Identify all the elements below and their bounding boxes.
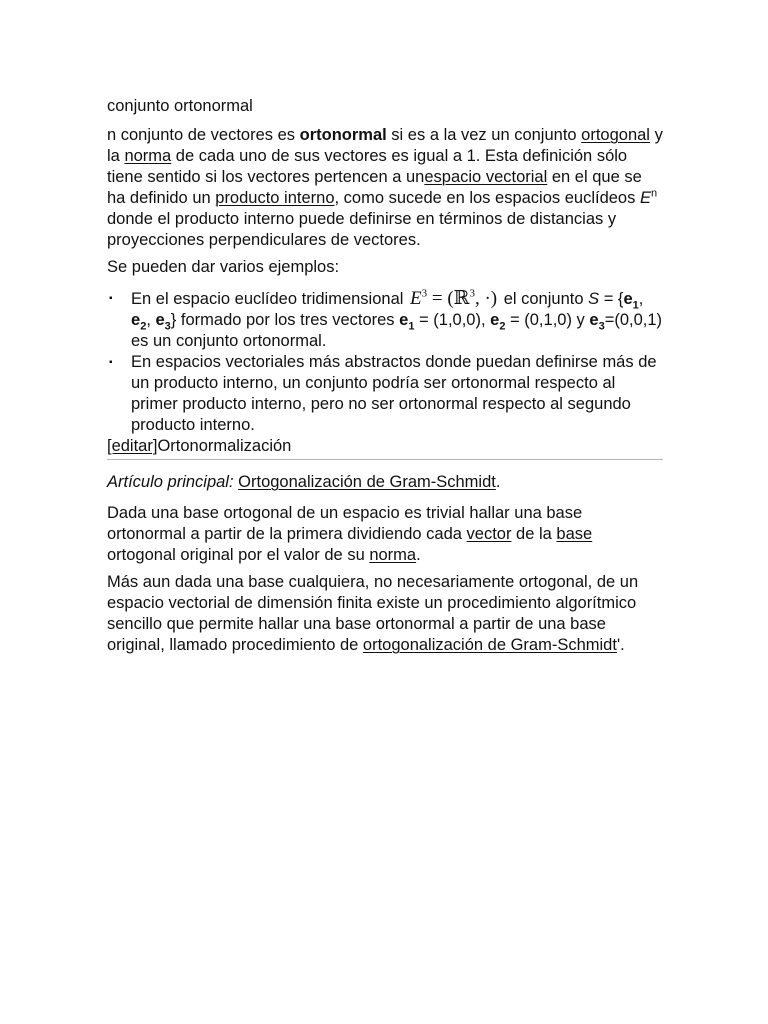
link-producto-interno[interactable]: producto interno <box>215 189 335 207</box>
page-title: conjunto ortonormal <box>107 97 253 115</box>
edit-section-link[interactable]: [editar] <box>107 437 158 455</box>
article-body <box>107 96 663 662</box>
section-heading-ortonormalizacion <box>107 436 663 460</box>
link-ortogonal[interactable]: ortogonal <box>581 126 650 144</box>
examples-list <box>107 288 663 436</box>
list-item: ▪ En espacios vectoriales más abstractos donde puedan definirse más de un producto interno, un conjunto podría ser ortonormal respecto al primer producto interno, pero no ser ortonormal respecto al segundo producto interno. <box>107 352 663 436</box>
euclidean-space-exponent: n <box>650 187 658 200</box>
link-base[interactable]: base <box>556 525 593 543</box>
link-gram-schmidt-main[interactable]: Ortogonalización de Gram-Schmidt <box>238 473 496 491</box>
ortonormal-bold: ortonormal <box>299 126 387 144</box>
euclidean-3d-formula: $E^3$ = (ℝ$^3$, ·) <box>410 287 498 309</box>
intro-paragraph: n conjunto de vectores es ortonormal si es a la vez un conjunto ortogonal y la norma de cada uno de sus vectores es igual a 1. Esta definición sólo tiene sentido si los vectores pertencen a unespacio vectorial en el que se ha definido un producto interno, como sucede en los espacios euclídeos $E^n$ donde el producto interno puede definirse en términos de distancias y proyecciones perpendiculares de vectores. <box>107 126 663 249</box>
link-norma[interactable]: norma <box>124 147 172 165</box>
link-espacio-vectorial[interactable]: espacio vectorial <box>424 168 548 186</box>
main-article-note: Artículo principal: Ortogonalización de Gram-Schmidt. <box>107 473 501 491</box>
paragraph-orthogonal-base: Dada una base ortogonal de un espacio es trivial hallar una base ortonormal a partir de la primera dividiendo cada vector de la base ortogonal original por el valor de su norma. <box>107 504 593 564</box>
euclidean-space-symbol: E <box>639 189 651 207</box>
list-item: ▪ En el espacio euclídeo tridimensional $E^3$ = (ℝ$^3$, ·) el conjunto $S = \{e_1$, $e_2$, $e_3$} formado por los tres vectores $e_1 = (1,0,0)$, $e_2 = (0,1,0)$ y $e_3=(0,0,1)$ es un conjunto ortonormal. <box>107 288 663 352</box>
examples-intro: Se pueden dar varios ejemplos: <box>107 258 340 276</box>
link-norma-2[interactable]: norma <box>369 546 417 564</box>
link-gram-schmidt[interactable]: ortogonalización de Gram-Schmidt <box>362 636 617 654</box>
paragraph-gram-schmidt: Más aun dada una base cualquiera, no necesariamente ortogonal, de un espacio vectorial de dimensión finita existe un procedimiento algorítmico sencillo que permite hallar una base ortonormal a partir de una base original, llamado procedimiento de ortogonalización de Gram-Schmidt'. <box>107 573 639 654</box>
link-vector[interactable]: vector <box>466 525 512 543</box>
set-symbol: S <box>588 290 600 308</box>
section-title: Ortonormalización <box>157 437 292 455</box>
